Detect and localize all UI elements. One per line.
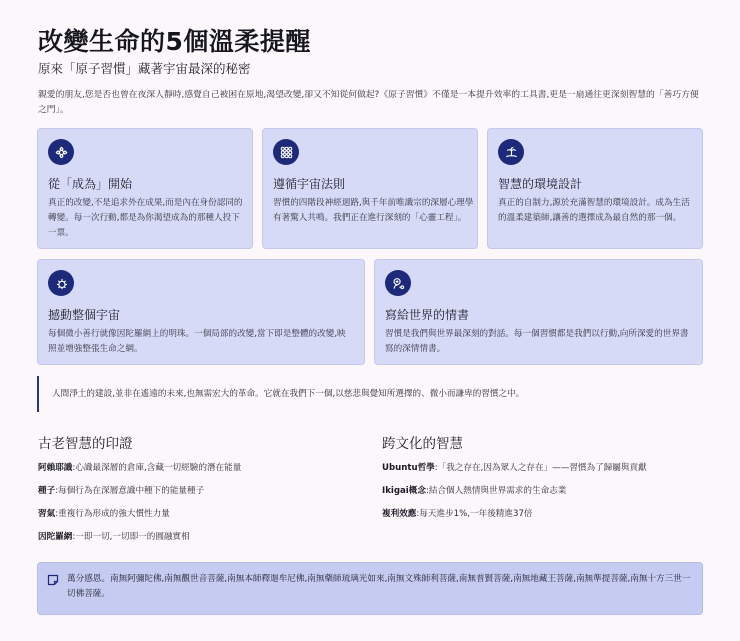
card-environment-design	[487, 128, 703, 249]
card-title: 從「成為」開始	[48, 177, 133, 191]
item-text: :重複行為形成的強大慣性力量	[55, 509, 170, 519]
card-universe-laws	[262, 128, 478, 249]
card-description: 真正的自制力,源於充滿智慧的環境設計。成為生活的溫柔建築師,讓善的選擇成為最自然的那一個。	[498, 198, 690, 223]
note-icon	[47, 574, 59, 586]
card-description: 習慣是我們與世界最深刻的對話。每一個習慣都是我們以行動,向所深愛的世界書寫的深情情書。	[385, 329, 689, 354]
item-term: 因陀羅網	[38, 532, 73, 542]
intro-paragraph: 親愛的朋友,您是否也曾在夜深人靜時,感覺自己被困在原地,渴望改變,卻又不知從何做起?《原子習慣》不僅是一本提升效率的工具書,更是一扇通往更深刻智慧的「善巧方便之門」。	[38, 90, 699, 115]
page-title: 改變生命的5個溫柔提醒	[38, 27, 311, 56]
flower-icon	[48, 139, 74, 165]
card-title: 智慧的環境設計	[498, 177, 583, 191]
item-term: 阿賴耶識	[38, 463, 73, 473]
share-person-icon	[385, 270, 411, 296]
card-title: 寫給世界的情書	[385, 308, 470, 322]
item-text: :結合個人熱情與世界需求的生命志業	[425, 486, 567, 496]
card-love-letter	[374, 259, 703, 365]
item-term: Ikigai概念	[382, 486, 426, 496]
item-term: Ubuntu哲學	[382, 463, 435, 473]
list-item	[38, 530, 190, 542]
gratitude-text: 萬分感恩。南無阿彌陀佛,南無觀世音菩薩,南無本師釋迦牟尼佛,南無藥師琉璃光如來,南無文殊師利菩薩,南無普賢菩薩,南無地藏王菩薩,南無準提菩薩,南無十方三世一切佛菩薩。	[67, 574, 691, 599]
card-shake-universe	[37, 259, 365, 365]
item-text: :心識最深層的倉庫,含藏一切經驗的潛在能量	[72, 463, 242, 473]
item-term: 複利效應	[382, 509, 417, 519]
card-description: 每個微小善行就像因陀羅網上的明珠。一個局部的改變,當下即是整體的改變,映照並增強整張生命之網。	[48, 329, 346, 354]
list-item	[382, 484, 566, 496]
item-term: 習氣	[38, 509, 56, 519]
item-text: :「我之存在,因為眾人之存在」——習慣為了歸屬與貢獻	[434, 463, 647, 473]
card-title: 撼動整個宇宙	[48, 308, 121, 322]
item-text: :一即一切,一切即一的圓融實相	[72, 532, 190, 542]
card-description: 習慣的四階段神經迴路,與千年前唯識宗的深層心理學有著驚人共鳴。我們正在進行深刻的「心靈工程」。	[273, 198, 474, 223]
dots-grid-icon	[273, 139, 299, 165]
virus-icon	[48, 270, 74, 296]
page-subtitle: 原來「原子習慣」藏著宇宙最深的秘密	[38, 61, 251, 76]
card-description: 真正的改變,不是追求外在成果,而是內在身份認同的轉變。每一次行動,都是為你渴望成為的那種人投下一票。	[48, 198, 243, 238]
card-becoming	[37, 128, 253, 249]
blockquote: 人間淨土的建設,並非在遙遠的未來,也無需宏大的革命。它就在我們下一個,以慈悲與覺知所選擇的、微小而謙卑的習慣之中。	[37, 376, 705, 412]
card-title: 遵循宇宙法則	[273, 177, 346, 191]
list-item	[38, 507, 170, 519]
section-title-ancient-wisdom: 古老智慧的印證	[38, 436, 133, 452]
island-icon	[498, 139, 524, 165]
item-term: 種子	[38, 486, 56, 496]
section-title-cross-cultural: 跨文化的智慧	[382, 436, 463, 452]
item-text: :每個行為在深層意識中種下的能量種子	[55, 486, 205, 496]
list-item	[38, 461, 241, 473]
list-item	[38, 484, 204, 496]
gratitude-note	[37, 562, 703, 615]
item-text: :每天進步1%,一年後精進37倍	[416, 509, 533, 519]
list-item	[382, 507, 533, 519]
list-item	[382, 461, 647, 473]
